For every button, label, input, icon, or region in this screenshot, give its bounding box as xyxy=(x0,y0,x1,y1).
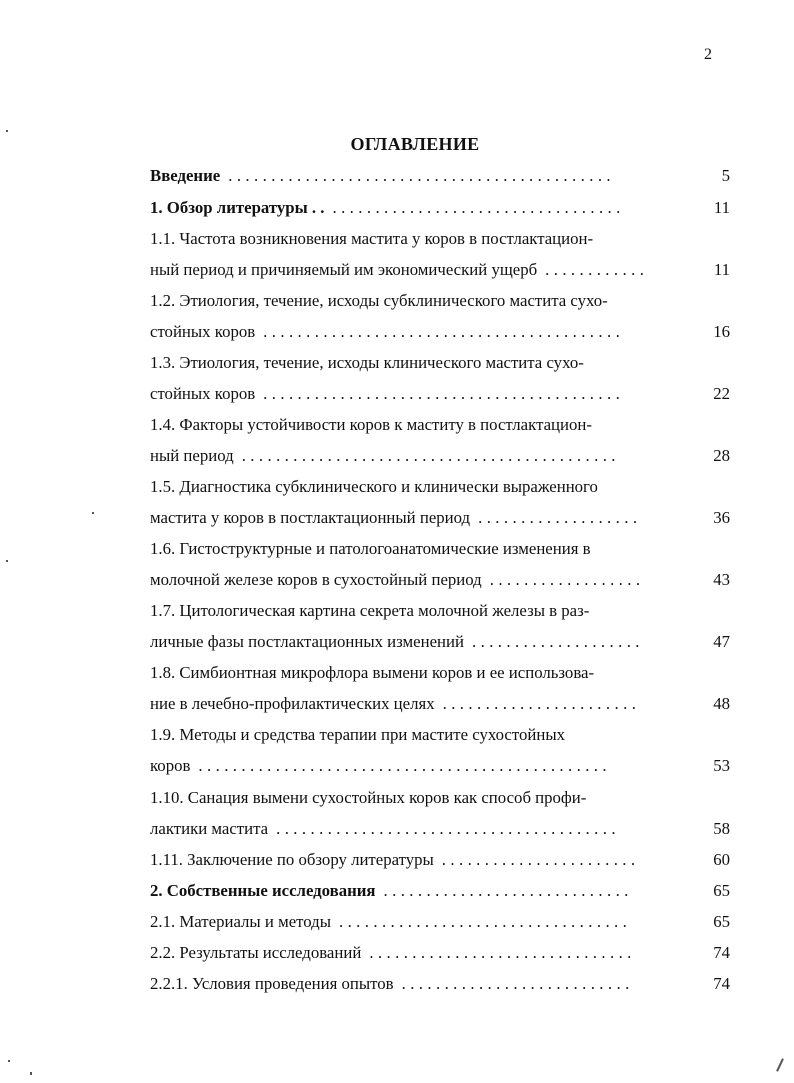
toc-entry-text: ный период xyxy=(150,446,234,465)
toc-leader-dots: ........................... xyxy=(401,974,634,993)
toc-page-number: 22 xyxy=(713,384,730,403)
toc-entry-text: 1.5. Диагностика субклинического и клинически выраженного xyxy=(150,477,598,496)
toc-page-number: 16 xyxy=(713,322,730,341)
toc-page-number: 53 xyxy=(713,756,730,775)
toc-leader-dots: .................. xyxy=(489,570,645,589)
toc-title: ОГЛАВЛЕНИЕ xyxy=(350,134,480,154)
toc-entry-text: 2. Собственные исследования xyxy=(150,881,376,900)
toc-leader-dots: ............ xyxy=(545,260,649,279)
toc-leader-dots: ....................... xyxy=(441,850,640,869)
toc-entry-text: 1.7. Цитологическая картина секрета молочной железы в раз- xyxy=(150,601,590,620)
toc-page-number: 74 xyxy=(713,943,730,962)
toc-leader-dots: ............................................. xyxy=(228,166,616,185)
page-number: 2 xyxy=(704,46,712,63)
toc-entry xyxy=(150,817,730,841)
toc-page-number: 28 xyxy=(713,446,730,465)
toc-entry-text: 2.2. Результаты исследований xyxy=(150,943,362,962)
toc-page-number: 11 xyxy=(713,198,730,217)
toc-entry-text: 1.1. Частота возникновения мастита у коров в постлактацион- xyxy=(150,229,594,248)
toc-entry xyxy=(150,599,730,623)
toc-entry xyxy=(150,723,730,747)
toc-entry-text: ный период и причиняемый им экономический ущерб xyxy=(150,260,538,279)
toc-entry xyxy=(150,227,730,251)
toc-entry-text: 1. Обзор литературы . . xyxy=(150,198,325,217)
toc-entry-text: 1.10. Санация вымени сухостойных коров как способ профи- xyxy=(150,788,587,807)
toc-leader-dots: ................................................ xyxy=(198,756,611,775)
toc-entry xyxy=(150,164,730,188)
toc-page-number: 65 xyxy=(713,881,730,900)
toc-leader-dots: ....................... xyxy=(442,694,641,713)
toc-entry xyxy=(150,289,730,313)
scan-mark xyxy=(776,1058,784,1072)
toc-leader-dots: .................................. xyxy=(338,912,632,931)
toc-page-number: 74 xyxy=(713,974,730,993)
toc-entry xyxy=(150,910,730,934)
toc-entry-text: 1.8. Симбионтная микрофлора вымени коров и ее использова- xyxy=(150,663,595,682)
toc-entry-text: 1.6. Гистоструктурные и патологоанатомические изменения в xyxy=(150,539,591,558)
toc-entry-text: 1.11. Заключение по обзору литературы xyxy=(150,850,434,869)
toc-entry xyxy=(150,475,730,499)
toc-leader-dots: ............................. xyxy=(383,881,633,900)
toc-page-number: 43 xyxy=(713,570,730,589)
toc-entry-text: 1.4. Факторы устойчивости коров к маститу в постлактацион- xyxy=(150,415,592,434)
toc-entry xyxy=(150,972,730,996)
toc-entry-text: 1.2. Этиология, течение, исходы субклинического мастита сухо- xyxy=(150,291,608,310)
toc-page-number: 48 xyxy=(713,694,730,713)
toc-leader-dots: .......................................... xyxy=(263,384,625,403)
toc-entry-text: личные фазы постлактационных изменений xyxy=(150,632,464,651)
scan-mark xyxy=(8,1060,10,1062)
toc-leader-dots: .................... xyxy=(472,632,644,651)
toc-entry-text: мастита у коров в постлактационный период xyxy=(150,508,471,527)
toc-entry xyxy=(150,320,730,344)
toc-entry-text: 1.3. Этиология, течение, исходы клинического мастита сухо- xyxy=(150,353,584,372)
toc-page-number: 58 xyxy=(713,819,730,838)
scan-mark xyxy=(92,512,94,514)
toc-page-number: 5 xyxy=(721,166,730,185)
scan-mark xyxy=(6,560,8,562)
toc-entry xyxy=(150,754,730,778)
toc-entry xyxy=(150,661,730,685)
toc-page-number: 47 xyxy=(713,632,730,651)
toc-entry xyxy=(150,568,730,592)
scan-mark xyxy=(6,130,8,132)
toc-entry-text: стойных коров xyxy=(150,322,256,341)
toc-leader-dots: .......................................... xyxy=(263,322,625,341)
toc-entry-text: ние в лечебно-профилактических целях xyxy=(150,694,435,713)
toc-page-number: 11 xyxy=(713,260,730,279)
toc-entry xyxy=(150,258,730,282)
toc-entry-text: стойных коров xyxy=(150,384,256,403)
toc-entry xyxy=(150,351,730,375)
toc-entry-text: 2.2.1. Условия проведения опытов xyxy=(150,974,394,993)
toc-leader-dots: ............................................ xyxy=(241,446,620,465)
toc-entry-text: 1.9. Методы и средства терапии при мастите сухостойных xyxy=(150,725,565,744)
toc-entry xyxy=(150,537,730,561)
toc-leader-dots: ........................................ xyxy=(276,819,620,838)
toc-entry xyxy=(150,692,730,716)
toc-page-number: 65 xyxy=(713,912,730,931)
toc-entry xyxy=(150,848,730,872)
toc-entry-text: лактики мастита xyxy=(150,819,269,838)
toc-entry xyxy=(150,879,730,903)
toc-entry-text: коров xyxy=(150,756,191,775)
toc-entry xyxy=(150,941,730,965)
toc-page-number: 36 xyxy=(713,508,730,527)
toc-page-number: 60 xyxy=(713,850,730,869)
toc-entry xyxy=(150,506,730,530)
toc-entry-text: молочной железе коров в сухостойный период xyxy=(150,570,482,589)
toc-entry xyxy=(150,382,730,406)
toc-entry-text: 2.1. Материалы и методы xyxy=(150,912,331,931)
scan-mark xyxy=(30,1072,32,1075)
toc-entry xyxy=(150,630,730,654)
toc-entry xyxy=(150,196,730,220)
toc-entry xyxy=(150,444,730,468)
toc-leader-dots: ............................... xyxy=(369,943,636,962)
toc-entry xyxy=(150,413,730,437)
toc-leader-dots: ................... xyxy=(478,508,642,527)
toc-leader-dots: .................................. xyxy=(332,198,625,217)
toc-entry-text: Введение xyxy=(150,166,221,185)
toc-entry xyxy=(150,786,730,810)
